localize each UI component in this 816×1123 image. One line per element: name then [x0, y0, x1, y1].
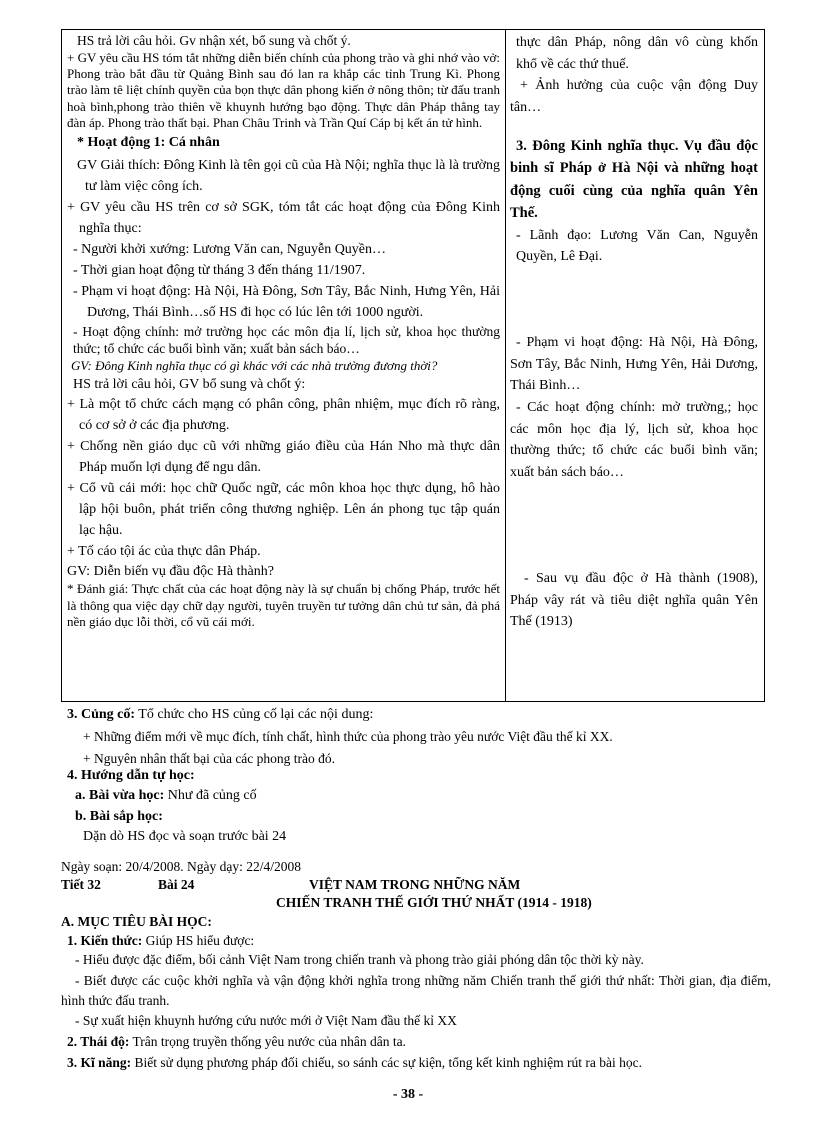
- teacher-activities-column: [62, 30, 506, 701]
- consolidation-section: [61, 704, 771, 769]
- section-3-heading: 3. Đông Kinh nghĩa thục. Vụ đầu độc binh sĩ Pháp ở Hà Nội và những hoạt động cuối cùng của nghĩa quân Yên Thế.: [510, 137, 758, 222]
- activity-1-heading: * Hoạt động 1: Cá nhân: [77, 135, 220, 151]
- left-p14: + Cổ vũ cái mới: học chữ Quốc ngữ, các môn khoa học thực dụng, hô hào lập hội buôn, phát triển công thương nghiệp. Lên án phong tục tập quán lạc hậu.: [67, 480, 500, 538]
- left-p2: + GV yêu cầu HS tóm tắt những diễn biến chính của phong trào và ghi nhớ vào vở: Phong trào bắt đầu từ Quảng Bình sau đó lan ra khắp các tỉnh Trung Kì. Phong trào làm tê liệt chính quyền của bọn thực dân phong kiến ở nông thôn; từ đấu tranh hoà bình,phong trào thiên về khuynh hướng bạo động. Thực dân Pháp thẳng tay đàn áp. Phong trào thất bại. Phan Châu Trinh và Trần Quí Cáp bị kết án tử hình.: [67, 49, 500, 130]
- just-learned-label: a. Bài vừa học:: [75, 788, 165, 804]
- attitude-label: 2. Thái độ:: [67, 1034, 130, 1050]
- consolidation-item-2: + Nguyên nhân thất bại của các phong trào đó.: [83, 750, 336, 766]
- period-number: Tiết 32: [61, 876, 101, 892]
- lesson-number: Bài 24: [158, 876, 195, 892]
- objectives-section: [61, 914, 771, 1073]
- lesson-table: [61, 29, 765, 702]
- skills-text: Biết sử dụng phương pháp đối chiếu, so sánh các sự kiện, tổng kết kinh nghiệm rút ra bài học.: [131, 1055, 643, 1071]
- lesson-dates: Ngày soạn: 20/4/2008. Ngày dạy: 22/4/2008: [61, 859, 301, 874]
- right-p2: + Ảnh hưởng của cuộc vận động Duy tân…: [510, 78, 758, 116]
- consolidation-item-1: + Những điểm mới về mục đích, tính chất, hình thức của phong trào yêu nước Việt đầu thế kỉ XX.: [83, 728, 613, 744]
- consolidation-label: 3. Củng cố:: [67, 707, 136, 722]
- left-p4: GV Giải thích: Đông Kinh là tên gọi cũ của Hà Nội; nghĩa thục là là trường tư làm việc công ích.: [77, 157, 500, 194]
- left-p7: - Thời gian hoạt động từ tháng 3 đến tháng 11/1907.: [73, 262, 366, 278]
- skills-label: 3. Kĩ năng:: [67, 1055, 132, 1071]
- left-p12: + Là một tổ chức cách mạng có phân công, phân nhiệm, mục đích rõ ràng, có cơ sở ở các địa phương.: [67, 396, 500, 433]
- just-learned-text: Như đã củng cố: [164, 788, 257, 804]
- lesson-title-line-2: CHIẾN TRANH THẾ GIỚI THỨ NHẤT (1914 - 1918): [276, 894, 592, 910]
- right-p1: thực dân Pháp, nông dân vô cùng khốn khổ về các thứ thuế.: [516, 35, 758, 72]
- attitude-text: Trân trọng truyền thống yêu nước của nhân dân ta.: [129, 1034, 406, 1050]
- self-study-section: [61, 766, 771, 847]
- left-question-1: GV: Đông Kinh nghĩa thục có gì khác với các nhà trường đương thời?: [71, 358, 438, 374]
- lesson-title-line-1: VIỆT NAM TRONG NHỮNG NĂM: [309, 876, 521, 892]
- page-number: - 38 -: [392, 1087, 424, 1102]
- knowledge-text: Giúp HS hiểu được:: [142, 932, 255, 948]
- next-lesson-text: Dặn dò HS đọc và soạn trước bài 24: [83, 828, 287, 844]
- content-column: [506, 30, 764, 701]
- next-lesson-label: b. Bài sắp học:: [75, 808, 163, 824]
- right-leaders: - Lãnh đạo: Lương Văn Can, Nguyễn Quyền, Lê Đại.: [516, 227, 758, 265]
- left-question-2: GV: Diễn biến vụ đầu độc Hà thành?: [67, 563, 274, 579]
- left-evaluation: * Đánh giá: Thực chất của các hoạt động này là sự chuẩn bị chống Pháp, trước hết là thông qua việc dạy chữ dạy người, tuyên truyền tư tưởng dân chủ tư sản, đả phá nền giáo dục lỗi thời, cổ vũ cái mới.: [67, 581, 500, 629]
- self-study-title: 4. Hướng dẫn tự học:: [67, 768, 195, 783]
- knowledge-item-1: - Hiểu được đặc điểm, bối cảnh Việt Nam trong chiến tranh và phong trào giải phóng dân tộc thời kỳ này.: [75, 952, 644, 968]
- left-p15: + Tố cáo tội ác của thực dân Pháp.: [67, 543, 261, 559]
- knowledge-item-2: - Biết được các cuộc khởi nghĩa và vận động khởi nghĩa trong những năm Chiến tranh thế giới thứ nhất: Thời gian, địa điểm, hình thức đấu tranh.: [61, 972, 771, 1008]
- left-p6: - Người khởi xướng: Lương Văn can, Nguyễn Quyền…: [73, 241, 387, 257]
- right-activities: - Các hoạt động chính: mở trường,; học các môn học địa lý, lịch sử, khoa học thường thức; tổ chức các buổi bình văn; xuất bản sách báo…: [510, 400, 758, 481]
- left-p8: - Phạm vi hoạt động: Hà Nội, Hà Đông, Sơn Tây, Bắc Ninh, Hưng Yên, Hải Dương, Thái Bình…số HS đi học có lúc lên tới 1000 người.: [73, 283, 500, 320]
- lesson-header: [61, 858, 771, 912]
- consolidation-text: Tổ chức cho HS củng cố lại các nội dung:: [135, 707, 374, 722]
- objectives-title: A. MỤC TIÊU BÀI HỌC:: [61, 914, 212, 929]
- left-p11: HS trả lời câu hỏi, GV bổ sung và chốt ý:: [73, 376, 306, 392]
- left-p5: + GV yêu cầu HS trên cơ sở SGK, tóm tắt các hoạt động của Đông Kinh nghĩa thục:: [67, 199, 500, 236]
- knowledge-label: 1. Kiến thức:: [67, 932, 143, 948]
- knowledge-item-3: - Sự xuất hiện khuynh hướng cứu nước mới ở Việt Nam đầu thế kỉ XX: [75, 1013, 457, 1029]
- right-yen-the: - Sau vụ đầu độc ở Hà thành (1908), Pháp vây rát và tiêu diệt nghĩa quân Yên Thế (1913): [510, 570, 758, 630]
- left-p13: + Chống nền giáo dục cũ với những giáo điều của Hán Nho mà thực dân Pháp muốn lợi dụng để ngu dân.: [67, 438, 500, 475]
- right-scope: - Phạm vi hoạt động: Hà Nội, Hà Đông, Sơn Tây, Bắc Ninh, Hưng Yên, Hải Dương, Thái Bình…: [510, 335, 758, 394]
- left-p1: HS trả lời câu hỏi. Gv nhận xét, bổ sung và chốt ý.: [77, 33, 351, 48]
- left-p9: - Hoạt động chính: mở trường học các môn địa lí, lịch sử, khoa học thường thức; tổ chức các buổi bình văn; xuất bản sách báo…: [73, 323, 500, 357]
